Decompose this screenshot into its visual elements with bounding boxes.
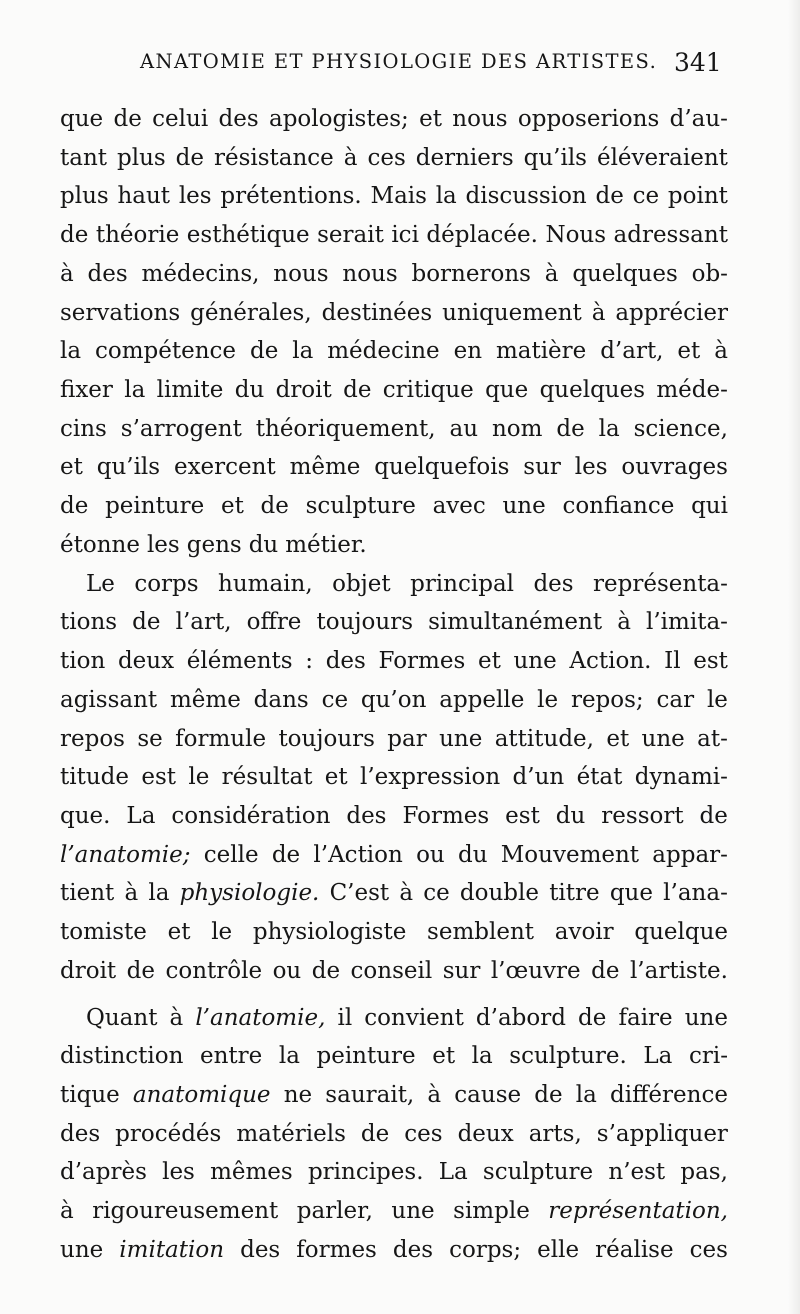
text-line	[60, 487, 728, 526]
word: du	[555, 802, 586, 829]
word: rigoureusement	[92, 1198, 279, 1225]
text-line	[60, 952, 728, 991]
word: ce	[423, 880, 450, 907]
running-title: ANATOMIE ET PHYSIOLOGIE DES ARTISTES.	[140, 50, 658, 73]
word: le	[188, 764, 210, 791]
running-head	[0, 48, 800, 78]
word: physiologiste	[252, 919, 407, 946]
word: que.	[60, 802, 111, 829]
word: de	[260, 493, 289, 520]
word: que	[60, 106, 104, 132]
word: des	[218, 106, 259, 132]
italic-word: anatomique	[132, 1081, 271, 1108]
word: résistance	[213, 144, 334, 171]
word: des	[346, 802, 387, 829]
word: état	[576, 764, 623, 791]
word: méde-	[656, 377, 728, 404]
word: étonne	[60, 531, 140, 558]
word: corps	[134, 570, 199, 597]
word: de	[175, 144, 204, 171]
word: avoir	[554, 919, 614, 946]
word: saurait,	[325, 1081, 415, 1108]
word: matériels	[236, 1120, 346, 1147]
word: droit	[60, 957, 117, 984]
word: des	[392, 1236, 434, 1263]
text-line	[60, 1153, 728, 1192]
word: les	[574, 454, 608, 481]
word: elle	[537, 1236, 580, 1263]
word: attitude,	[494, 725, 594, 752]
word: et	[167, 919, 191, 946]
word: haut	[117, 183, 171, 210]
word: la	[471, 1043, 493, 1070]
word: ne	[283, 1081, 313, 1108]
word: et	[220, 493, 244, 520]
word: nous	[342, 260, 398, 287]
word: ici	[391, 222, 419, 249]
text-line	[60, 255, 728, 294]
italic-word: représentation,	[548, 1198, 728, 1225]
word: l’ana-	[663, 880, 728, 907]
word: peinture	[316, 1043, 416, 1070]
word: à	[60, 260, 74, 287]
text-line	[60, 758, 728, 797]
italic-word: l’anatomie,	[195, 1004, 326, 1031]
word: s’appliquer	[596, 1120, 728, 1147]
text-line	[60, 448, 728, 487]
word: double	[459, 880, 539, 907]
word: la	[292, 338, 314, 365]
text-line	[60, 100, 728, 139]
word: discussion	[465, 183, 587, 210]
word: La	[126, 802, 156, 829]
word: de	[60, 493, 89, 520]
word: la	[575, 1081, 597, 1108]
word: d’après	[60, 1159, 147, 1186]
word: toujours	[316, 609, 414, 636]
word: à	[169, 1004, 184, 1031]
word: la	[435, 183, 457, 210]
word: et	[419, 106, 442, 132]
word: tique	[60, 1081, 120, 1108]
word: cause	[454, 1081, 522, 1108]
word: métier.	[285, 531, 367, 558]
word: gens	[186, 531, 242, 558]
word: de	[534, 1081, 563, 1108]
word: tant	[60, 144, 108, 171]
word: d’art,	[600, 338, 664, 365]
word: déplacée.	[426, 222, 538, 249]
word: de	[271, 841, 301, 868]
text-line	[60, 999, 728, 1038]
word: ces	[404, 1120, 443, 1147]
word: est	[693, 648, 728, 675]
word: parler,	[296, 1198, 373, 1225]
text-line	[60, 797, 728, 836]
word: Mouvement	[500, 841, 640, 868]
word: n’est	[608, 1159, 666, 1186]
word: à	[399, 880, 414, 907]
word: corps;	[449, 1236, 522, 1263]
word: de	[343, 377, 372, 404]
word: fixer	[60, 377, 113, 404]
word: celui	[152, 106, 209, 132]
word: tient	[60, 880, 115, 907]
word: Mais	[370, 183, 427, 210]
word: formule	[175, 725, 267, 752]
word: la	[60, 338, 82, 365]
word: quelque	[634, 919, 728, 946]
word: nous	[452, 106, 508, 132]
word: formes	[296, 1236, 377, 1263]
word: et	[60, 454, 83, 481]
text-line	[60, 603, 728, 642]
word: repos;	[570, 686, 644, 713]
word: des	[60, 1120, 101, 1147]
word: simultanément	[428, 609, 603, 636]
word: l’expression	[360, 764, 501, 791]
word: l’imita-	[646, 609, 728, 636]
word: à	[544, 260, 559, 287]
word: destinées	[321, 299, 433, 326]
word: peinture	[105, 493, 205, 520]
word: la	[124, 377, 146, 404]
text-line	[60, 177, 728, 216]
word: toujours	[278, 725, 375, 752]
text-line	[60, 332, 728, 371]
word: qui	[691, 493, 728, 520]
word: plus	[116, 144, 166, 171]
word: les	[146, 531, 180, 558]
word: C’est	[329, 880, 390, 907]
word: la	[278, 1043, 300, 1070]
word: médecins,	[141, 260, 260, 287]
word: appar-	[652, 841, 728, 868]
word: des	[240, 1236, 281, 1263]
word: à	[343, 144, 358, 171]
word: Nous	[545, 222, 607, 249]
word: derniers	[415, 144, 514, 171]
word: semblent	[427, 919, 535, 946]
word: les	[162, 1159, 195, 1186]
word: limite	[156, 377, 224, 404]
word: La	[643, 1043, 673, 1070]
word: Il	[664, 648, 681, 675]
word: de	[126, 957, 155, 984]
text-line	[60, 526, 728, 565]
word: résultat	[221, 764, 313, 791]
text-line	[60, 1037, 728, 1076]
text-line	[60, 294, 728, 333]
word: contrôle	[165, 957, 263, 984]
word: est	[141, 764, 177, 791]
word: compétence	[95, 338, 237, 365]
word: matière	[495, 338, 587, 365]
text-line	[60, 139, 728, 178]
word: qu’ils	[523, 144, 587, 171]
word: sculpture.	[509, 1043, 627, 1070]
text-line	[60, 720, 728, 759]
word: de	[360, 1120, 390, 1147]
text-line	[60, 836, 728, 875]
word: critique	[382, 377, 474, 404]
text-line	[60, 681, 728, 720]
word: et	[324, 764, 348, 791]
word: prétentions.	[220, 183, 362, 210]
word: théorie	[95, 222, 180, 249]
word: ce	[632, 183, 660, 210]
word: mêmes	[210, 1159, 293, 1186]
word: du	[234, 377, 265, 404]
word: ou	[416, 841, 445, 868]
word: tion	[60, 648, 106, 675]
word: quelques	[539, 377, 646, 404]
text-line	[60, 565, 728, 604]
italic-word: physiologie.	[179, 880, 320, 907]
word: d’au-	[669, 106, 728, 132]
word: car	[656, 686, 695, 713]
word: la	[598, 415, 620, 442]
word: le	[706, 686, 728, 713]
word: d’un	[512, 764, 565, 791]
word: deux	[457, 1120, 514, 1147]
word: celle	[203, 841, 259, 868]
word: sculpture	[305, 493, 416, 520]
word: de	[113, 106, 142, 132]
word: Quant	[86, 1004, 158, 1031]
word: à	[714, 338, 728, 365]
word: conseil	[350, 957, 433, 984]
word: l’art,	[175, 609, 232, 636]
word: du	[248, 531, 279, 558]
word: l’Action	[313, 841, 403, 868]
word: différence	[610, 1081, 728, 1108]
word: appelle	[439, 686, 525, 713]
text-line	[60, 642, 728, 681]
word: une	[513, 648, 557, 675]
word: ces	[367, 144, 406, 171]
word: que	[485, 377, 529, 404]
word: éléveraient	[596, 144, 728, 171]
word: ou	[272, 957, 302, 984]
word: titre	[549, 880, 600, 907]
word: se	[137, 725, 163, 752]
word: point	[667, 183, 728, 210]
word: cins	[60, 415, 107, 442]
word: principes.	[307, 1159, 424, 1186]
word: objet	[332, 570, 391, 597]
word: agissant	[60, 686, 158, 713]
word: cri-	[688, 1043, 728, 1070]
word: droit	[275, 377, 332, 404]
word: Formes	[402, 802, 490, 829]
word: distinction	[60, 1043, 184, 1070]
word: éléments	[186, 648, 293, 675]
word: at-	[697, 725, 728, 752]
word: que	[609, 880, 653, 907]
word: opposerions	[517, 106, 660, 132]
word: Le	[86, 570, 115, 597]
word: nom	[491, 415, 543, 442]
word: ob-	[691, 260, 728, 287]
word: quelquefois	[374, 454, 510, 481]
word: d’abord	[475, 1004, 566, 1031]
word: de	[591, 957, 620, 984]
word: en	[453, 338, 483, 365]
word: ces	[689, 1236, 728, 1263]
word: exercent	[173, 454, 276, 481]
page-number: 341	[674, 48, 722, 77]
word: des	[533, 570, 574, 597]
word: Formes	[378, 648, 466, 675]
word: une	[641, 725, 685, 752]
word: de	[699, 802, 728, 829]
word: ouvrages	[621, 454, 728, 481]
word: repos	[60, 725, 125, 752]
word: faire	[618, 1004, 673, 1031]
word: pas,	[680, 1159, 728, 1186]
word: à	[591, 299, 606, 326]
word: adressant	[613, 222, 728, 249]
word: les	[178, 183, 212, 210]
word: esthétique	[186, 222, 310, 249]
word: de	[311, 957, 341, 984]
text-line	[60, 1231, 728, 1270]
word: et	[432, 1043, 456, 1070]
italic-word: l’anatomie;	[60, 841, 191, 868]
word: entre	[200, 1043, 263, 1070]
word: même	[289, 454, 361, 481]
word: de	[556, 415, 585, 442]
word: qu’ils	[96, 454, 161, 481]
word: médecine	[327, 338, 440, 365]
word: la	[148, 880, 170, 907]
word: offre	[246, 609, 302, 636]
word: considération	[171, 802, 331, 829]
italic-word: imitation	[119, 1236, 225, 1263]
word: :	[305, 648, 314, 675]
word: simple	[453, 1198, 530, 1225]
text-line	[60, 1076, 728, 1115]
word: ressort	[601, 802, 684, 829]
word: serait	[317, 222, 384, 249]
word: du	[457, 841, 488, 868]
word: dans	[253, 686, 309, 713]
word: et	[677, 338, 701, 365]
word: est	[505, 802, 540, 829]
word: représenta-	[593, 570, 728, 597]
word: générales,	[190, 299, 312, 326]
word: La	[438, 1159, 468, 1186]
word: même	[170, 686, 241, 713]
word: science,	[633, 415, 728, 442]
word: deux	[117, 648, 175, 675]
text-body	[60, 100, 728, 1270]
word: à	[60, 1198, 74, 1225]
word: de	[578, 1004, 607, 1031]
word: au	[449, 415, 479, 442]
word: arts,	[528, 1120, 582, 1147]
word: nous	[273, 260, 329, 287]
word: qu’on	[360, 686, 427, 713]
word: théoriquement,	[255, 415, 436, 442]
word: apprécier	[615, 299, 728, 326]
word: uniquement	[442, 299, 582, 326]
word: dynami-	[634, 764, 728, 791]
word: des	[87, 260, 128, 287]
text-line	[60, 874, 728, 913]
word: de	[60, 222, 89, 249]
word: bornerons	[411, 260, 531, 287]
word: avec	[432, 493, 486, 520]
word: l’artiste.	[629, 957, 728, 984]
text-line	[60, 216, 728, 255]
word: s’arrogent	[120, 415, 242, 442]
word: ce	[321, 686, 349, 713]
word: titude	[60, 764, 129, 791]
word: une	[60, 1236, 104, 1263]
text-line	[60, 410, 728, 449]
word: de	[249, 338, 279, 365]
word: quelques	[572, 260, 678, 287]
word: principal	[410, 570, 515, 597]
word: humain,	[218, 570, 313, 597]
text-line	[60, 913, 728, 952]
word: une	[391, 1198, 435, 1225]
word: et	[477, 648, 501, 675]
word: et	[606, 725, 630, 752]
word: une	[502, 493, 546, 520]
word: servations	[60, 299, 181, 326]
word: tomiste	[60, 919, 147, 946]
word: réalise	[595, 1236, 674, 1263]
text-line	[60, 1115, 728, 1154]
word: à	[617, 609, 631, 636]
word: une	[439, 725, 483, 752]
word: à	[124, 880, 139, 907]
word: apologistes;	[268, 106, 409, 132]
page-edge-shadow	[788, 0, 800, 1314]
word: à	[427, 1081, 442, 1108]
word: plus	[60, 183, 109, 210]
word: sur	[442, 957, 481, 984]
word: l’œuvre	[490, 957, 581, 984]
word: le	[211, 919, 233, 946]
word: sur	[523, 454, 561, 481]
word: confiance	[562, 493, 675, 520]
word: convient	[364, 1004, 464, 1031]
word: des	[325, 648, 366, 675]
word: de	[132, 609, 161, 636]
word: le	[537, 686, 559, 713]
word: par	[387, 725, 427, 752]
word: de	[595, 183, 624, 210]
word: il	[337, 1004, 353, 1031]
word: une	[684, 1004, 728, 1031]
word: procédés	[115, 1120, 222, 1147]
word: sculpture	[482, 1159, 594, 1186]
text-line	[60, 1192, 728, 1231]
word: tions	[60, 609, 118, 636]
word: Action.	[569, 648, 652, 675]
text-line	[60, 371, 728, 410]
